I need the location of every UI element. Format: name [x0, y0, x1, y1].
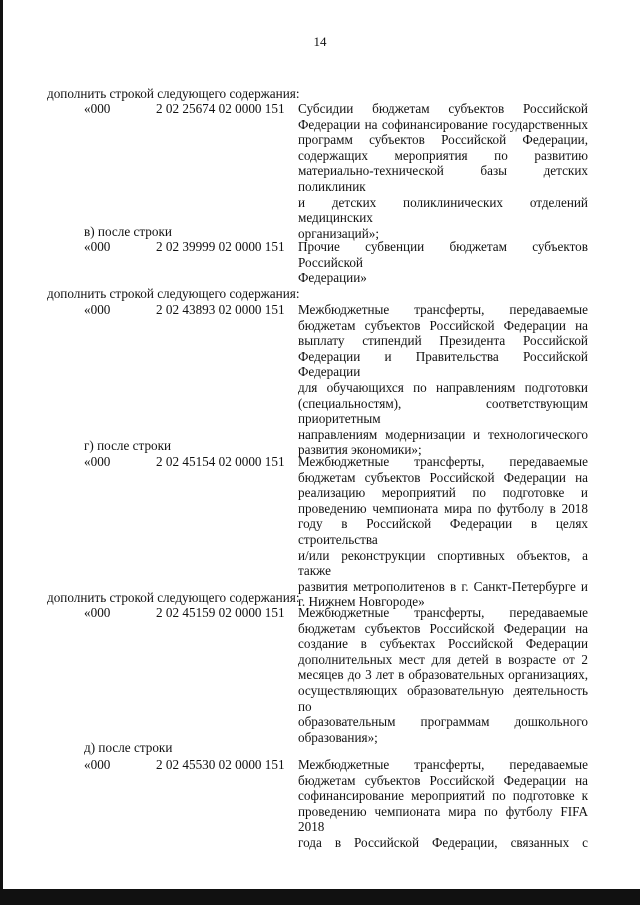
- description-line: Прочие субвенции бюджетам субъектов Российской: [298, 239, 588, 270]
- description-line: году в Российской Федерации в целях строительства: [298, 516, 588, 547]
- description-line: образования»;: [298, 729, 378, 745]
- description-line: Субсидии бюджетам субъектов Российской: [298, 101, 588, 116]
- description-line: бюджетам субъектов Российской Федерации на: [298, 469, 588, 485]
- description-line: (специальностям), соответствующим приоритетным: [298, 395, 588, 427]
- code-prefix: «000: [84, 605, 111, 620]
- code-prefix: «000: [84, 302, 111, 317]
- description-line: и детских поликлинических отделений медицинских: [298, 194, 588, 226]
- description-line: г. Нижнем Новгороде»: [298, 594, 425, 610]
- description-line: софинансирование мероприятий по подготовке к: [298, 788, 588, 804]
- block-intro: д) после строки: [84, 740, 173, 755]
- description-line: содержащих мероприятия по развитию: [298, 147, 588, 163]
- page-number: 14: [313, 34, 327, 49]
- block-intro: дополнить строкой следующего содержания:: [47, 86, 300, 101]
- scan-edge-bottom: [0, 889, 640, 905]
- code-prefix: «000: [84, 101, 111, 116]
- budget-code: 2 02 25674 02 0000 151: [156, 101, 285, 116]
- description-line: создание в субъектах Российской Федерации: [298, 636, 588, 652]
- code-description: [298, 605, 588, 745]
- description-line: бюджетам субъектов Российской Федерации на: [298, 772, 588, 788]
- description-line: Межбюджетные трансферты, передаваемые: [298, 757, 588, 772]
- code-prefix: «000: [84, 454, 111, 469]
- description-line: организаций»;: [298, 225, 380, 241]
- description-line: материально-технической базы детских поликлиник: [298, 163, 588, 194]
- budget-code: 2 02 43893 02 0000 151: [156, 302, 285, 317]
- code-description: [298, 757, 588, 851]
- description-line: реализацию мероприятий по подготовке и: [298, 485, 588, 501]
- budget-code: 2 02 45154 02 0000 151: [156, 454, 285, 469]
- code-prefix: «000: [84, 239, 111, 254]
- code-description: [298, 239, 588, 286]
- scan-edge-left: [0, 0, 3, 905]
- budget-code: 2 02 45530 02 0000 151: [156, 757, 285, 772]
- code-description: [298, 101, 588, 241]
- budget-code: 2 02 39999 02 0000 151: [156, 239, 285, 254]
- description-line: года в Российской Федерации, связанных с: [298, 834, 588, 850]
- description-line: Межбюджетные трансферты, передаваемые: [298, 605, 588, 620]
- description-line: бюджетам субъектов Российской Федерации на: [298, 620, 588, 636]
- block-intro: дополнить строкой следующего содержания:: [47, 286, 300, 301]
- description-line: бюджетам субъектов Российской Федерации на: [298, 317, 588, 333]
- description-line: и/или реконструкции спортивных объектов, а также: [298, 547, 588, 579]
- description-line: Федерации на софинансирование государственных: [298, 116, 588, 132]
- block-intro: дополнить строкой следующего содержания:: [47, 590, 300, 605]
- description-line: развития метрополитенов в г. Санкт-Петербурге и: [298, 578, 588, 594]
- description-line: образовательным программам дошкольного: [298, 714, 588, 730]
- block-intro: в) после строки: [84, 224, 172, 239]
- description-line: Межбюджетные трансферты, передаваемые: [298, 454, 588, 469]
- block-intro: г) после строки: [84, 438, 172, 453]
- code-description: [298, 454, 588, 610]
- description-line: осуществляющих образовательную деятельность по: [298, 682, 588, 714]
- description-line: Федерации и Правительства Российской Федерации: [298, 348, 588, 380]
- description-line: программ субъектов Российской Федерации,: [298, 132, 588, 148]
- description-line: для обучающихся по направлениям подготовки: [298, 379, 588, 395]
- description-line: Межбюджетные трансферты, передаваемые: [298, 302, 588, 317]
- description-line: проведению чемпионата мира по футболу в 2018: [298, 500, 588, 516]
- budget-code: 2 02 45159 02 0000 151: [156, 605, 285, 620]
- code-description: [298, 302, 588, 458]
- description-line: месяцев до 3 лет в образовательных организациях,: [298, 667, 588, 683]
- description-line: развития экономики»;: [298, 442, 422, 458]
- description-line: Федерации»: [298, 270, 367, 286]
- code-prefix: «000: [84, 757, 111, 772]
- description-line: дополнительных мест для детей в возрасте от 2: [298, 651, 588, 667]
- description-line: направлениям модернизации и технологического: [298, 426, 588, 442]
- description-line: выплату стипендий Президента Российской: [298, 333, 588, 349]
- description-line: проведению чемпионата мира по футболу FIFA 2018: [298, 803, 588, 835]
